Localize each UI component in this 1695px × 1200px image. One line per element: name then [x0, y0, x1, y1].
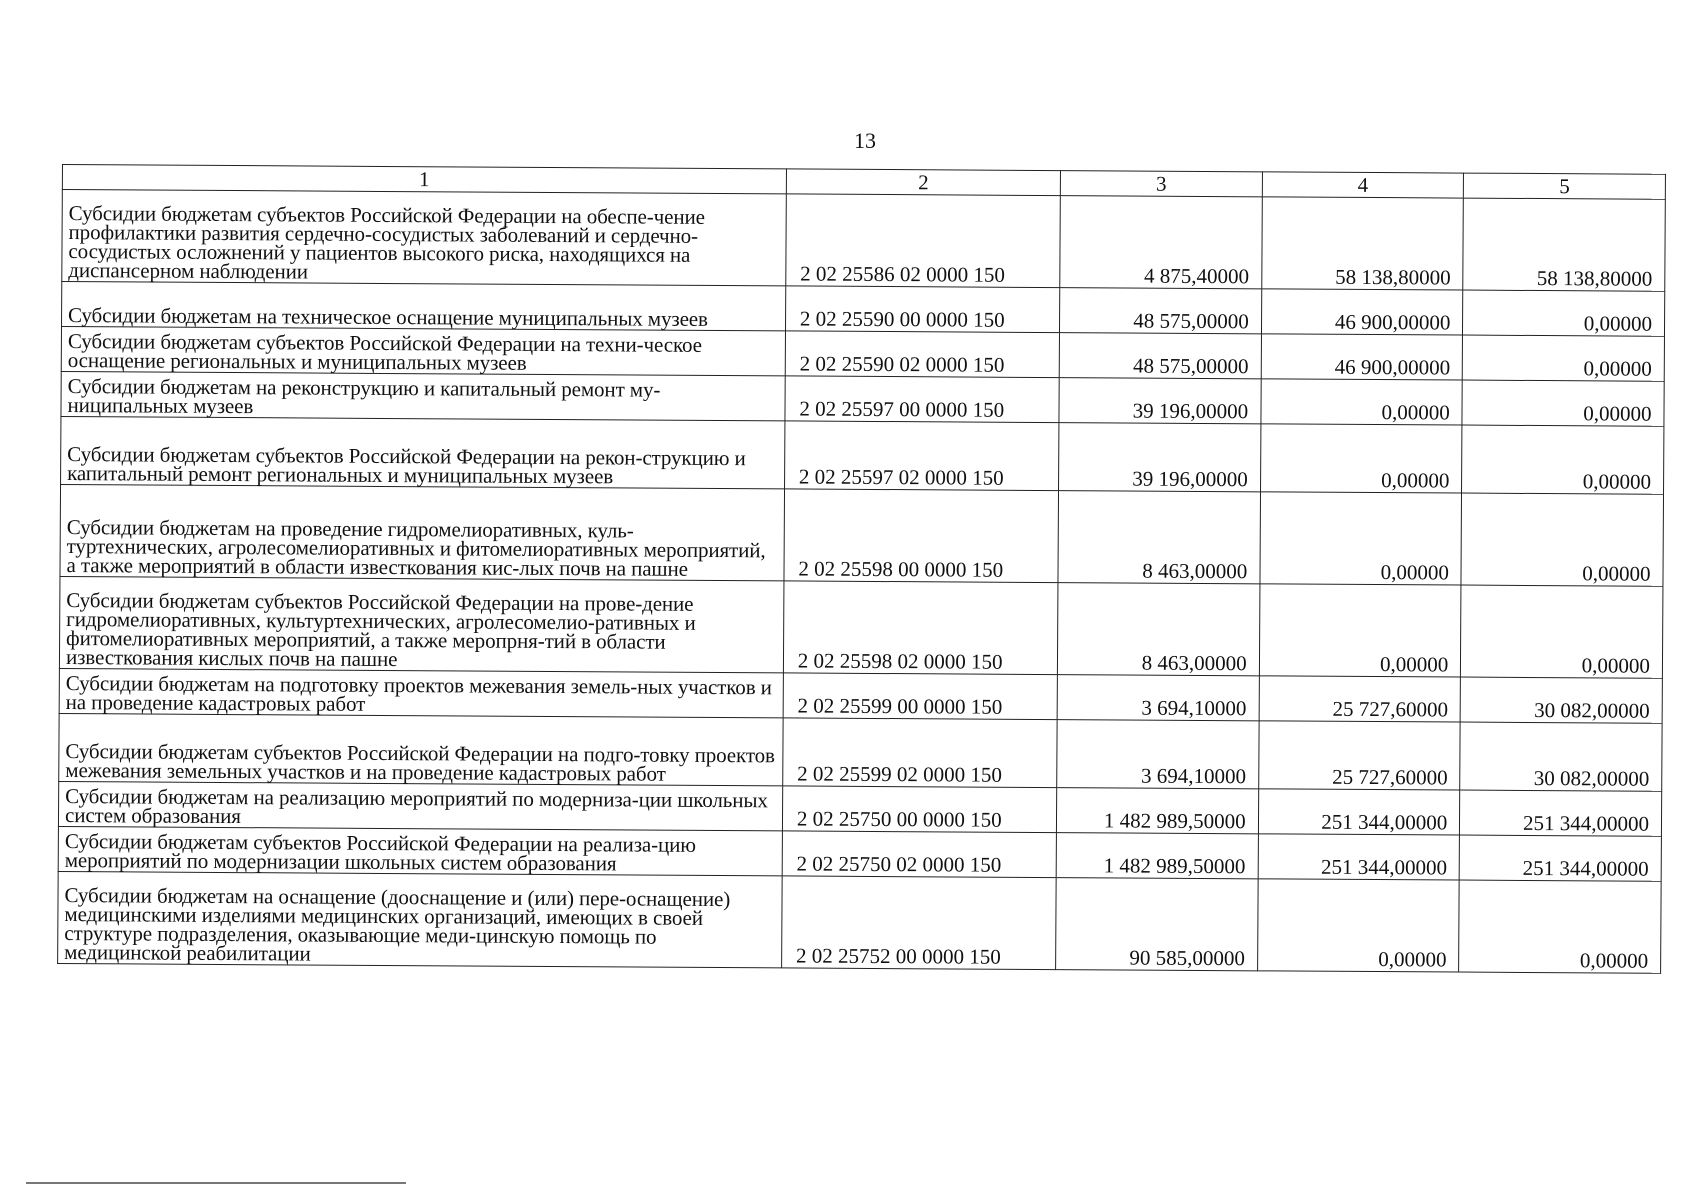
page-number: 13: [854, 128, 876, 153]
row-value-3: 48 575,00000: [1060, 288, 1262, 334]
row-value-3: 3 694,10000: [1057, 720, 1259, 789]
row-value-3: 39 196,00000: [1059, 423, 1261, 492]
row-code: 2 02 25597 00 0000 150: [785, 376, 1059, 423]
row-name: Субсидии бюджетам субъектов Российской Федерации на прове-дение гидромелиоративных, культуртехнических, агролесомелио-ративных и фитомелиоративных мероприятий, а также меропрня-тий в области известкования кислых почв на пашне: [59, 576, 783, 672]
row-value-3: 8 463,00000: [1057, 583, 1259, 676]
row-value-4: 0,00000: [1260, 492, 1462, 585]
row-value-5: 0,00000: [1459, 880, 1661, 973]
budget-table: [57, 164, 1666, 974]
row-code: 2 02 25750 00 0000 150: [782, 786, 1056, 833]
row-value-4: 46 900,00000: [1261, 334, 1463, 380]
table-row: [61, 416, 1664, 494]
table-row: [59, 713, 1662, 791]
row-value-5: 0,00000: [1462, 380, 1664, 426]
row-name: Субсидии бюджетам на оснащение (дооснащение и (или) пере-оснащение) медицинскими изделиями медицинских организаций, имеющих в своей структуре подразделения, оказывающие меди-цинскую помощь по медицинской реабилитации: [58, 871, 782, 967]
header-col-2: 2: [786, 169, 1060, 196]
table-row: [60, 484, 1664, 586]
row-code: 2 02 25599 02 0000 150: [783, 718, 1058, 788]
row-value-4: 58 138,80000: [1261, 197, 1463, 290]
row-value-4: 0,00000: [1261, 379, 1463, 425]
row-name: Субсидии бюджетам на проведение гидромелиоративных, куль-туртехнических, агролесомелиоративных и фитомелиоративных мероприятий, а также мероприятий в области известкования кис-лых почв на пашне: [60, 484, 784, 580]
row-value-5: 251 344,00000: [1460, 790, 1662, 836]
row-value-5: 30 082,00000: [1460, 677, 1662, 723]
row-code: 2 02 25598 00 0000 150: [784, 489, 1059, 583]
row-value-5: 0,00000: [1462, 425, 1664, 494]
row-name: Субсидии бюджетам на техническое оснащение муниципальных музеев: [62, 282, 786, 331]
row-value-4: 25 727,60000: [1259, 676, 1461, 722]
header-col-4: 4: [1262, 172, 1464, 198]
row-code: 2 02 25590 00 0000 150: [785, 286, 1059, 333]
row-code: 2 02 25752 00 0000 150: [781, 876, 1056, 970]
header-col-1: 1: [62, 165, 786, 194]
row-value-4: 25 727,60000: [1258, 721, 1460, 790]
row-value-5: 0,00000: [1463, 290, 1665, 336]
row-value-3: 4 875,40000: [1060, 196, 1262, 289]
table-row: [62, 282, 1665, 337]
header-col-5: 5: [1464, 173, 1666, 199]
row-value-4: 46 900,00000: [1261, 289, 1463, 335]
row-value-3: 1 482 989,50000: [1057, 788, 1259, 834]
row-value-3: 1 482 989,50000: [1056, 833, 1258, 879]
header-col-3: 3: [1060, 171, 1262, 197]
row-code: 2 02 25598 02 0000 150: [783, 581, 1058, 675]
row-value-5: 0,00000: [1461, 585, 1663, 678]
row-value-4: 0,00000: [1260, 424, 1462, 493]
budget-table-container: [57, 164, 1666, 974]
table-row: [58, 871, 1662, 973]
footer-rule: [26, 1182, 406, 1184]
row-value-4: 0,00000: [1257, 879, 1459, 972]
row-name: Субсидии бюджетам на реконструкцию и капитальный ремонт му-ниципальных музеев: [61, 371, 785, 420]
table-row: [62, 190, 1666, 292]
row-name: Субсидии бюджетам на подготовку проектов межевания земель-ных участков и на проведение кадастровых работ: [59, 668, 783, 717]
row-name: Субсидии бюджетам субъектов Российской Федерации на подго-товку проектов межевания земельных участков и на проведение кадастровых работ: [59, 713, 783, 785]
table-row: [59, 668, 1662, 723]
row-code: 2 02 25597 02 0000 150: [784, 421, 1059, 491]
row-value-3: 90 585,00000: [1056, 878, 1258, 971]
row-value-5: 30 082,00000: [1460, 722, 1662, 791]
row-value-5: 0,00000: [1461, 493, 1663, 586]
row-code: 2 02 25750 02 0000 150: [782, 831, 1056, 878]
row-value-5: 58 138,80000: [1463, 198, 1665, 291]
row-name: Субсидии бюджетам субъектов Российской Федерации на рекон-струкцию и капитальный ремонт региональных и муниципальных музеев: [61, 416, 785, 488]
row-value-4: 251 344,00000: [1258, 834, 1460, 880]
row-value-3: 3 694,10000: [1057, 675, 1259, 721]
table-row: [58, 826, 1661, 881]
table-row: [59, 576, 1663, 678]
row-code: 2 02 25590 02 0000 150: [785, 331, 1059, 378]
row-name: Субсидии бюджетам субъектов Российской Федерации на реализа-цию мероприятий по модернизации школьных систем образования: [58, 826, 782, 875]
row-value-3: 39 196,00000: [1059, 378, 1261, 424]
row-value-5: 251 344,00000: [1459, 835, 1661, 881]
row-value-4: 0,00000: [1259, 584, 1461, 677]
table-row: [61, 327, 1664, 382]
row-name: Субсидии бюджетам субъектов Российской Федерации на обеспе-чение профилактики развития сердечно-сосудистых заболеваний и сердечно-сосудистых осложнений у пациентов высокого риска, находящихся на диспансерном наблюдении: [62, 190, 786, 286]
row-code: 2 02 25586 02 0000 150: [786, 194, 1061, 288]
row-value-3: 48 575,00000: [1059, 333, 1261, 379]
row-code: 2 02 25599 00 0000 150: [783, 673, 1057, 720]
row-value-5: 0,00000: [1463, 335, 1665, 381]
row-value-4: 251 344,00000: [1258, 789, 1460, 835]
row-value-3: 8 463,00000: [1058, 491, 1260, 584]
row-name: Субсидии бюджетам субъектов Российской Федерации на техни-ческое оснащение региональных и муниципальных музеев: [61, 327, 785, 376]
row-name: Субсидии бюджетам на реализацию мероприятий по модерниза-ции школьных систем образования: [58, 781, 782, 830]
